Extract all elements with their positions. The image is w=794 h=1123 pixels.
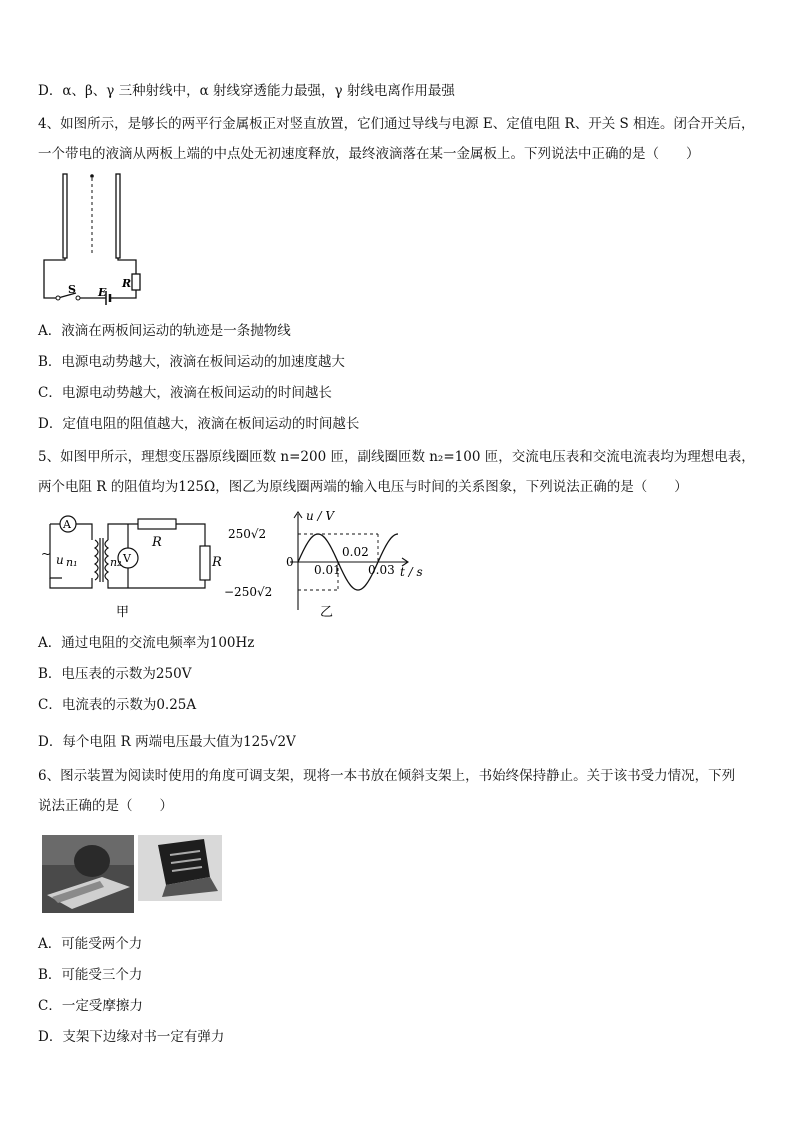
q6-option-a: A．可能受两个力	[38, 936, 143, 952]
q4-option-c: C．电源电动势越大，液滴在板间运动的时间越长	[38, 385, 332, 401]
q6-stem-line2: 说法正确的是（ ）	[38, 798, 173, 814]
q4-stem-line2: 一个带电的液滴从两板上端的中点处无初速度释放，最终液滴落在某一金属板上。下列说法中正确的是（ ）	[38, 146, 700, 162]
q5-figure-yi	[224, 508, 428, 623]
n1-label: n₁	[66, 556, 78, 569]
x-axis-label: t / s	[400, 565, 423, 579]
r-top-label: R	[152, 535, 162, 550]
q5-stem-line2: 两个电阻 R 的阻值均为125Ω，图乙为原线圈两端的输入电压与时间的关系图象，下列说法正确的是（ ）	[38, 479, 688, 495]
q6-option-b: B．可能受三个力	[38, 967, 143, 983]
q4-stem-line1: 4、如图所示，是够长的两平行金属板正对竖直放置，它们通过导线与电源 E、定值电阻 R、开关 S 相连。闭合开关后，	[38, 116, 755, 132]
q6-stem-line1: 6、图示装置为阅读时使用的角度可调支架，现将一本书放在倾斜支架上，书始终保持静止。关于该书受力情况，下列	[38, 768, 736, 784]
y-max-label: 250√2	[228, 527, 267, 541]
droplet-dot	[90, 174, 94, 178]
q5-figure-jia	[40, 510, 220, 625]
q5-option-a: A．通过电阻的交流电频率为100Hz	[38, 635, 255, 651]
voltmeter-label: V	[123, 552, 131, 565]
primary-coil	[95, 540, 98, 580]
label-r: R	[122, 277, 132, 290]
caption-yi: 乙	[320, 605, 334, 620]
y-min-label: −250√2	[224, 585, 273, 599]
secondary-coil	[105, 540, 108, 580]
q5-option-b: B．电压表的示数为250V	[38, 666, 192, 682]
prev-option-d: D．α、β、γ 三种射线中，α 射线穿透能力最强，γ 射线电离作用最强	[38, 83, 455, 99]
q4-option-a: A．液滴在两板间运动的轨迹是一条抛物线	[38, 323, 291, 339]
q6-option-c: C．一定受摩擦力	[38, 998, 143, 1014]
tick-003: 0.03	[368, 563, 395, 577]
q4-circuit-figure	[36, 170, 146, 305]
label-e: E	[98, 286, 107, 299]
r-side-label: R	[212, 555, 222, 570]
tick-001: 0.01	[314, 563, 341, 577]
u-label: u	[56, 553, 64, 567]
q4-option-b: B．电源电动势越大，液滴在板间运动的加速度越大	[38, 354, 345, 370]
caption-jia: 甲	[116, 605, 130, 620]
q5-stem-line1: 5、如图甲所示，理想变压器原线圈匝数 n=200 匝，副线圈匝数 n₂=100 匝，交流电压表和交流电流表均为理想电表，	[38, 449, 755, 465]
q4-option-d: D．定值电阻的阻值越大，液滴在板间运动的时间越长	[38, 416, 360, 432]
right-plate	[116, 174, 120, 258]
book-stand-photo-1	[42, 835, 134, 913]
tick-002: 0.02	[342, 545, 369, 559]
q6-option-d: D．支架下边缘对书一定有弹力	[38, 1029, 225, 1045]
y-axis-label: u / V	[306, 509, 335, 523]
left-plate	[63, 174, 67, 258]
q5-option-d: D．每个电阻 R 两端电压最大值为125√2V	[38, 734, 296, 750]
ammeter-label: A	[63, 518, 71, 531]
book-stand-photo-2	[138, 835, 222, 901]
wire-left	[44, 258, 65, 298]
origin-label: 0	[286, 555, 294, 569]
resistor-side	[200, 546, 210, 580]
label-s: S	[68, 283, 76, 296]
resistor-top	[138, 519, 176, 529]
n2-label: n₂	[110, 556, 122, 569]
source-tilde: ~	[41, 547, 52, 561]
resistor-r	[132, 274, 140, 290]
q5-option-c: C．电流表的示数为0.25A	[38, 697, 197, 713]
